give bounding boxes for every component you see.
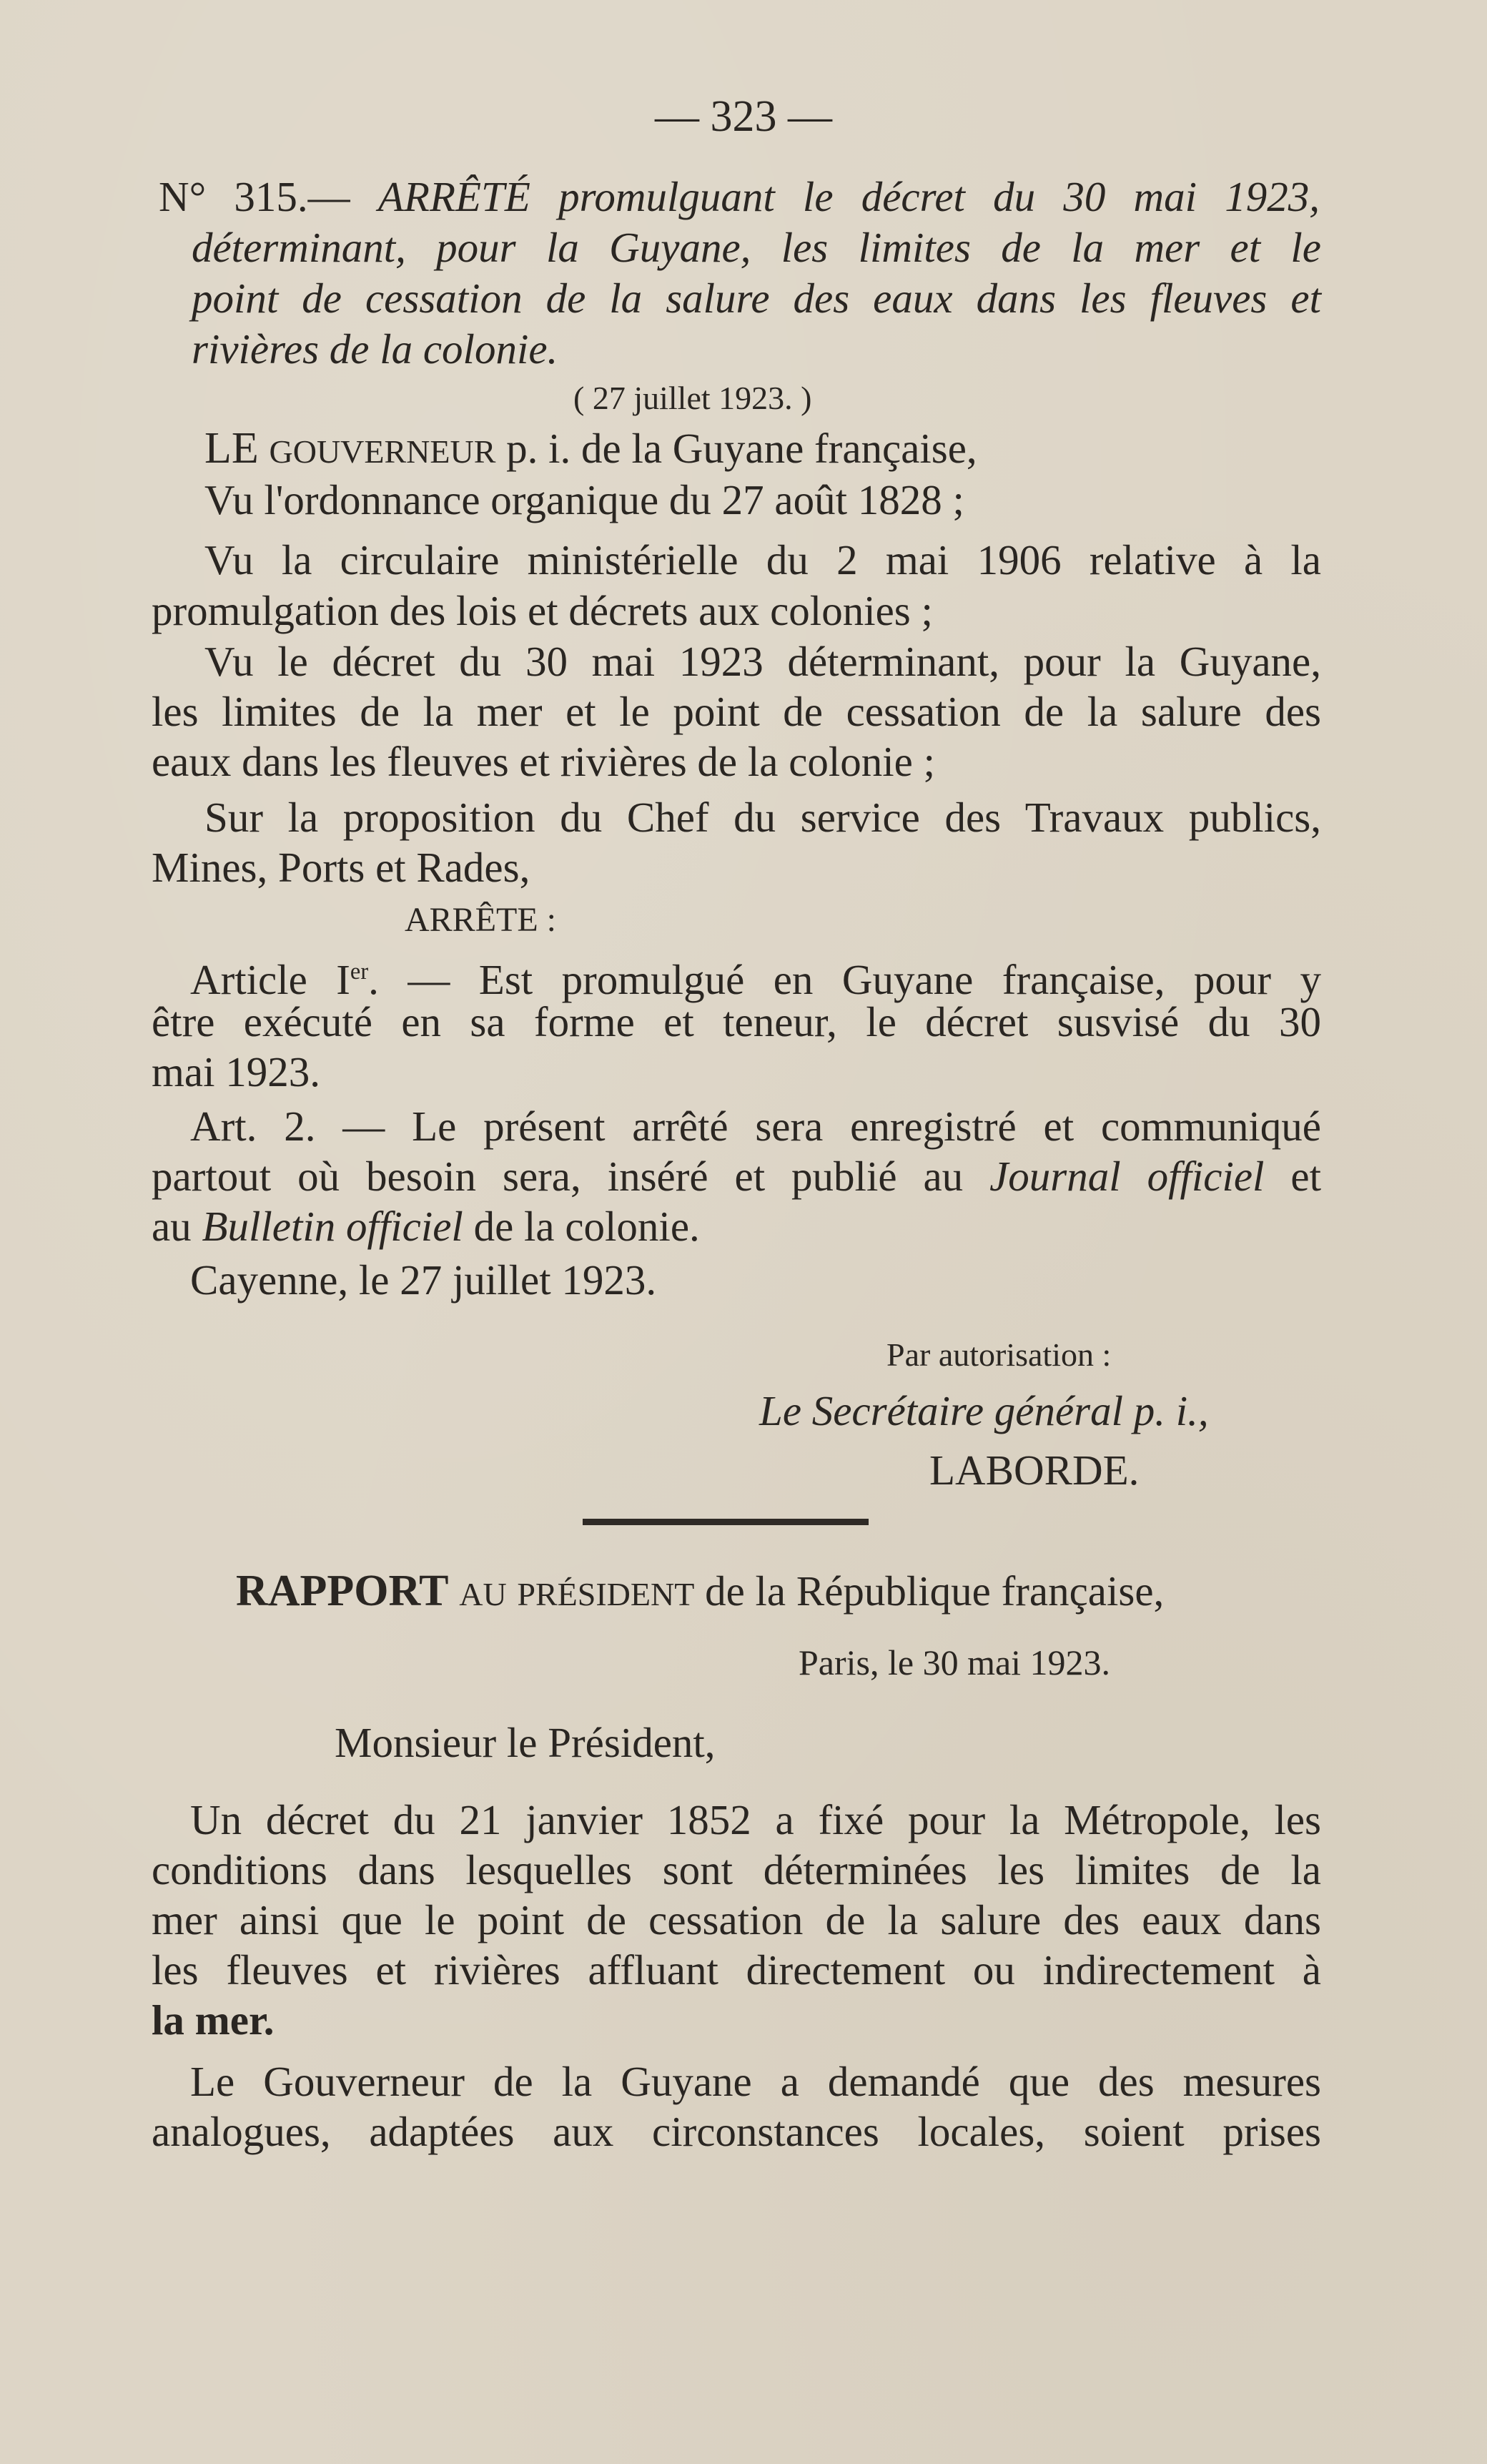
rapport-para-1-line-2: conditions dans lesquelles sont déterminées les limites de la (152, 1846, 1321, 1893)
rapport-heading-1: RAPPORT (236, 1567, 449, 1615)
article-1-line-1-rest: . — Est promulgué en Guyane française, pour y (368, 956, 1322, 1004)
page-number: — 323 — (655, 92, 832, 141)
gouverneur-caps-2: GOUVERNEUR (269, 433, 496, 470)
arrete-title-line-1 (159, 172, 1320, 222)
article-2-line-2-end: et (1290, 1153, 1321, 1200)
gouverneur-caps-1: LE (204, 424, 259, 473)
arrete-title-line-2: déterminant, pour la Guyane, les limites de la mer et le (192, 224, 1321, 271)
article-2-line-3 (152, 1201, 700, 1251)
article-1-label: Article I (190, 956, 350, 1004)
vu-line-8: Mines, Ports et Rades, (152, 844, 530, 891)
section-divider (583, 1519, 869, 1525)
rapport-dateline: Paris, le 30 mai 1923. (799, 1642, 1111, 1682)
rapport-salutation: Monsieur le Président, (335, 1719, 716, 1766)
arrete-heading: ARRÊTE : (405, 901, 556, 939)
rapport-heading-3: PRÉSIDENT (517, 1576, 695, 1612)
place-date: Cayenne, le 27 juillet 1923. (190, 1256, 657, 1304)
vu-line-3: promulgation des lois et décrets aux colonies ; (152, 587, 933, 634)
secretaire-general: Le Secrétaire général p. i., (759, 1387, 1209, 1434)
article-1-line-3: mai 1923. (152, 1048, 320, 1095)
article-2-line-1: Art. 2. — Le présent arrêté sera enregistré et communiqué (190, 1103, 1321, 1150)
arrete-title-line-4: rivières de la colonie. (192, 325, 558, 373)
arrete-number: N° 315.— (159, 173, 350, 220)
bulletin-officiel: Bulletin officiel (202, 1203, 463, 1250)
gouverneur-line (204, 423, 977, 477)
arrete-title-line-1-text: ARRÊTÉ promulguant le décret du 30 mai 1923, (377, 173, 1320, 220)
vu-line-2: Vu la circulaire ministérielle du 2 mai 1906 relative à la (204, 536, 1321, 583)
vu-line-1: Vu l'ordonnance organique du 27 août 1828 ; (204, 476, 964, 523)
article-2-line-3-end: de la colonie. (473, 1203, 700, 1250)
rapport-para-1-line-5: la mer. (152, 1996, 275, 2044)
rapport-para-1-line-1: Un décret du 21 janvier 1852 a fixé pour la Métropole, les (190, 1796, 1321, 1843)
vu-line-5: les limites de la mer et le point de cessation de la salure des (152, 688, 1321, 735)
rapport-heading-4: de la République française, (705, 1567, 1165, 1615)
article-1-line-2: être exécuté en sa forme et teneur, le décret susvisé du 30 (152, 998, 1321, 1045)
arrete-title-line-3: point de cessation de la salure des eaux dans les fleuves et (192, 275, 1321, 322)
rapport-para-2-line-1: Le Gouverneur de la Guyane a demandé que des mesures (190, 2058, 1321, 2105)
article-2-line-2-text: partout où besoin sera, inséré et publié au (152, 1153, 964, 1200)
rapport-para-2-line-2: analogues, adaptées aux circonstances locales, soient prises (152, 2108, 1321, 2155)
vu-line-7: Sur la proposition du Chef du service des Travaux publics, (204, 794, 1321, 841)
rapport-heading-2: AU (459, 1576, 507, 1612)
vu-line-6: eaux dans les fleuves et rivières de la colonie ; (152, 738, 935, 785)
par-autorisation: Par autorisation : (886, 1336, 1112, 1373)
journal-officiel: Journal officiel (989, 1153, 1265, 1200)
article-1-label-sup: er (350, 959, 369, 985)
gouverneur-rest: p. i. de la Guyane française, (506, 425, 977, 472)
arrete-date: ( 27 juillet 1923. ) (573, 380, 812, 416)
rapport-heading (236, 1566, 1164, 1620)
article-2-line-3-start: au (152, 1203, 192, 1250)
rapport-para-1-line-3: mer ainsi que le point de cessation de la salure des eaux dans (152, 1896, 1321, 1943)
signatory-name: LABORDE. (929, 1447, 1140, 1494)
vu-line-4: Vu le décret du 30 mai 1923 déterminant, pour la Guyane, (204, 638, 1321, 685)
article-2-line-2 (152, 1151, 1321, 1201)
rapport-para-1-line-4: les fleuves et rivières affluant directement ou indirectement à (152, 1946, 1321, 1994)
article-1-line-1 (190, 947, 1321, 1005)
